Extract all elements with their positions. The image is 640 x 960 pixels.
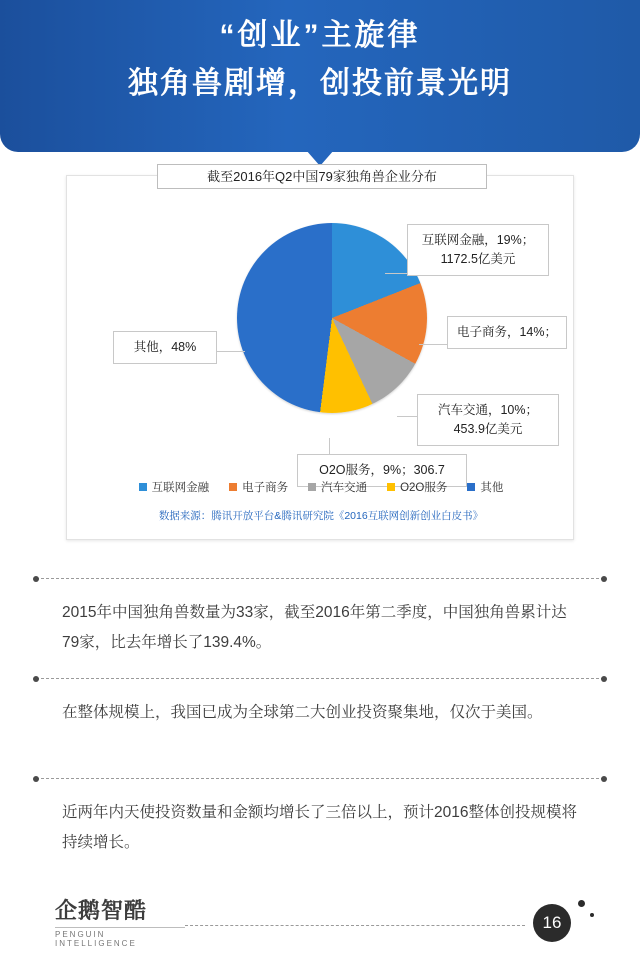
legend-swatch-icon <box>229 483 237 491</box>
legend-label: 互联网金融 <box>151 482 210 494</box>
page-decor-dot-large <box>578 900 585 907</box>
divider-dot-left <box>33 576 39 582</box>
callout-ecommerce: 电子商务，14%； <box>447 316 567 349</box>
brand-name-en: PENGUIN INTELLIGENCE <box>55 927 185 948</box>
paragraph-2: 在整体规模上，我国已成为全球第二大创业投资聚集地，仅次于美国。 <box>62 704 543 721</box>
legend-swatch-icon <box>308 483 316 491</box>
header-title-line1: “创业”主旋律 <box>219 19 421 52</box>
legend-swatch-icon <box>467 483 475 491</box>
paragraph-1: 2015年中国独角兽数量为33家，截至2016年第二季度，中国独角兽累计达79家，比去年增长了139.4%。 <box>62 604 567 651</box>
callout-o2o: O2O服务，9%；306.7 <box>297 454 467 487</box>
legend-label: O2O服务 <box>400 482 448 494</box>
callout-finance: 互联网金融，19%；1172.5亿美元 <box>407 224 549 276</box>
divider-dot-right <box>601 776 607 782</box>
leader-line-ecommerce <box>419 344 449 345</box>
legend-label: 电子商务 <box>242 482 289 494</box>
leader-line-finance <box>385 273 409 274</box>
divider-1 <box>36 578 604 580</box>
leader-line-other <box>217 351 245 352</box>
legend-item-o2o <box>387 479 447 495</box>
header-banner <box>0 0 640 152</box>
page-number-badge: 16 <box>533 904 571 942</box>
legend-item-ecommerce <box>229 479 288 495</box>
callout-auto: 汽车交通，10%；453.9亿美元 <box>417 394 559 446</box>
divider-3 <box>36 778 604 780</box>
divider-dot-left <box>33 676 39 682</box>
legend-item-auto <box>308 479 367 495</box>
legend-item-finance <box>139 479 210 495</box>
callout-other: 其他，48% <box>113 331 217 364</box>
footer-divider <box>185 925 525 926</box>
legend-label: 汽车交通 <box>321 482 368 494</box>
chart-title: 截至2016年Q2中国79家独角兽企业分布 <box>157 164 487 189</box>
legend-label: 其他 <box>480 482 504 494</box>
header-title-line2: 独角兽剧增，创投前景光明 <box>128 67 512 100</box>
chart-legend <box>67 479 575 495</box>
page-decor-dot-small <box>590 913 594 917</box>
pie-chart <box>237 223 427 413</box>
legend-swatch-icon <box>139 483 147 491</box>
divider-2 <box>36 678 604 680</box>
divider-dot-right <box>601 676 607 682</box>
paragraph-3: 近两年内天使投资数量和金额均增长了三倍以上，预计2016整体创投规模将持续增长。 <box>62 804 577 851</box>
brand-logo <box>55 898 185 948</box>
pie-slices <box>237 223 427 413</box>
brand-name-cn: 企鹅智酷 <box>55 898 148 923</box>
leader-line-auto <box>397 416 419 417</box>
legend-swatch-icon <box>387 483 395 491</box>
chart-source: 数据来源：腾讯开放平台&腾讯研究院《2016互联网创新创业白皮书》 <box>158 510 484 522</box>
chart-card <box>66 169 574 540</box>
header-text <box>40 12 600 108</box>
divider-dot-right <box>601 576 607 582</box>
divider-dot-left <box>33 776 39 782</box>
legend-item-other <box>467 479 503 495</box>
